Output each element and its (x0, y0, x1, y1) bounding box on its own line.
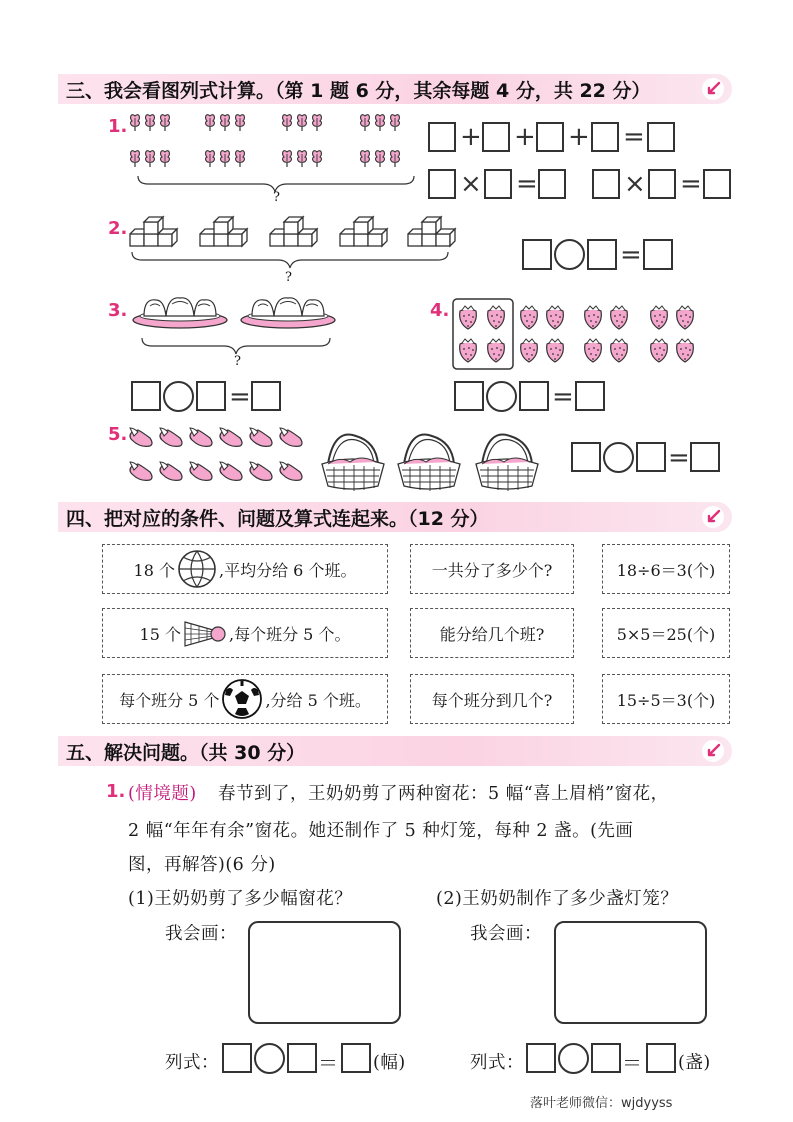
operator-circle[interactable] (486, 381, 517, 412)
answer-box[interactable] (587, 239, 617, 270)
equals-sign: = (680, 169, 702, 199)
question-card-3[interactable] (410, 674, 574, 724)
question-number-3: 3. (108, 300, 128, 321)
question-mark: ? (285, 270, 292, 285)
pencil-icon (702, 78, 724, 100)
formula-text: 18÷6＝3(个) (616, 560, 716, 580)
answer-box[interactable] (196, 381, 226, 411)
situation-tag: (情境题) (128, 784, 197, 804)
times-sign: × (460, 169, 482, 199)
problem-text-line-1: 春节到了，王奶奶剪了两种窗花：5 幅“喜上眉梢”窗花， (218, 784, 669, 804)
condition-card-2[interactable] (102, 608, 388, 658)
shuttlecock-icon (183, 616, 227, 650)
pencil-icon (702, 740, 724, 762)
answer-box[interactable] (643, 239, 673, 270)
equals-sign: ＝ (318, 1051, 339, 1075)
answer-box[interactable] (703, 169, 731, 199)
answer-box[interactable] (571, 442, 601, 472)
answer-box[interactable] (287, 1043, 317, 1073)
answer-box[interactable] (636, 442, 666, 472)
answer-box[interactable] (526, 1043, 556, 1073)
answer-box[interactable] (592, 169, 620, 199)
answer-box[interactable] (222, 1043, 252, 1073)
condition-card-1[interactable] (102, 544, 388, 594)
equals-sign: = (620, 240, 642, 270)
answer-box[interactable] (575, 381, 605, 411)
question-text: 每个班分到几个? (431, 690, 553, 710)
draw-label-1: 我会画： (165, 924, 237, 944)
equals-sign: = (552, 382, 574, 412)
answer-box[interactable] (690, 442, 720, 472)
formula-label-1: 列式： (165, 1053, 219, 1073)
question-text: 一共分了多少个? (431, 560, 553, 580)
question-text: 能分给几个班? (439, 624, 545, 644)
answer-box[interactable] (341, 1043, 371, 1073)
formula-text: 5×5＝25(个) (616, 624, 716, 644)
eggplant-basket-picture (128, 420, 558, 500)
formula-label-2: 列式： (470, 1053, 524, 1073)
problem-text-line-3: 图，再解答)(6 分) (128, 855, 276, 875)
answer-box[interactable] (482, 122, 510, 152)
operator-circle[interactable] (554, 239, 585, 270)
plus-sign: + (514, 122, 536, 152)
operator-circle[interactable] (163, 381, 194, 412)
section-5-header (58, 736, 732, 766)
condition-text: 15 个 (139, 624, 181, 644)
problem-text-line-2: 2 幅“年年有余”窗花。她还制作了 5 种灯笼，每种 2 盏。(先画 (128, 821, 634, 841)
section-4-title: 四、把对应的条件、问题及算式连起来。（12 分） (66, 508, 489, 530)
condition-text: 18 个 (133, 560, 175, 580)
problem-number-1: 1. (106, 781, 126, 802)
question-number-5: 5. (108, 424, 128, 445)
section-4-header (58, 502, 732, 532)
drawing-area-1[interactable] (248, 921, 401, 1024)
answer-box[interactable] (428, 122, 456, 152)
pencil-icon (702, 506, 724, 528)
question-number-1: 1. (108, 116, 128, 137)
question-card-1[interactable] (410, 544, 574, 594)
sub-question-1: (1)王奶奶剪了多少幅窗花？ (128, 889, 353, 909)
formula-card-1[interactable] (602, 544, 730, 594)
answer-box[interactable] (591, 1043, 621, 1073)
equals-sign: = (623, 122, 645, 152)
times-sign: × (624, 169, 646, 199)
answer-box[interactable] (454, 381, 484, 411)
soccer-ball-icon (221, 678, 263, 720)
equals-sign: = (229, 382, 251, 412)
operator-circle[interactable] (254, 1043, 285, 1074)
equals-sign: = (668, 443, 690, 473)
condition-card-3[interactable] (102, 674, 388, 724)
section-5-title: 五、解决问题。（共 30 分） (66, 742, 306, 764)
answer-box[interactable] (484, 169, 512, 199)
strawberry-picture (452, 298, 702, 370)
answer-box[interactable] (522, 239, 552, 270)
condition-text: 每个班分 5 个 (119, 690, 220, 710)
answer-box[interactable] (251, 381, 281, 411)
section-3-header (58, 74, 732, 104)
equals-sign: ＝ (622, 1051, 643, 1075)
answer-box[interactable] (428, 169, 456, 199)
formula-card-2[interactable] (602, 608, 730, 658)
condition-text: ,分给 5 个班。 (265, 690, 371, 710)
answer-box[interactable] (131, 381, 161, 411)
answer-box[interactable] (536, 122, 564, 152)
answer-box[interactable] (648, 169, 676, 199)
section-3-title: 三、我会看图列式计算。（第 1 题 6 分，其余每题 4 分，共 22 分） (66, 80, 651, 102)
answer-box[interactable] (591, 122, 619, 152)
question-mark: ? (234, 354, 241, 369)
plus-sign: + (460, 122, 482, 152)
condition-text: ,平均分给 6 个班。 (219, 560, 357, 580)
draw-label-2: 我会画： (470, 924, 542, 944)
plus-sign: + (568, 122, 590, 152)
question-number-4: 4. (430, 300, 450, 321)
condition-text: ,每个班分 5 个。 (229, 624, 351, 644)
operator-circle[interactable] (558, 1043, 589, 1074)
basketball-icon (177, 549, 217, 589)
question-mark: ? (273, 190, 280, 205)
question-number-2: 2. (108, 218, 128, 239)
drawing-area-2[interactable] (554, 921, 707, 1024)
formula-text: 15÷5＝3(个) (616, 690, 716, 710)
footer-watermark: 落叶老师微信：wjdyyss (530, 1096, 673, 1111)
operator-circle[interactable] (603, 442, 634, 473)
answer-box[interactable] (538, 169, 566, 199)
question-card-2[interactable] (410, 608, 574, 658)
unit-label-1: (幅) (373, 1053, 406, 1073)
answer-box[interactable] (519, 381, 549, 411)
unit-label-2: (盏) (678, 1053, 711, 1073)
cube-picture (128, 214, 458, 284)
formula-card-3[interactable] (602, 674, 730, 724)
answer-box[interactable] (646, 1043, 676, 1073)
answer-box[interactable] (647, 122, 675, 152)
sub-question-2: (2)王奶奶制作了多少盏灯笼？ (436, 889, 679, 909)
equals-sign: = (516, 169, 538, 199)
